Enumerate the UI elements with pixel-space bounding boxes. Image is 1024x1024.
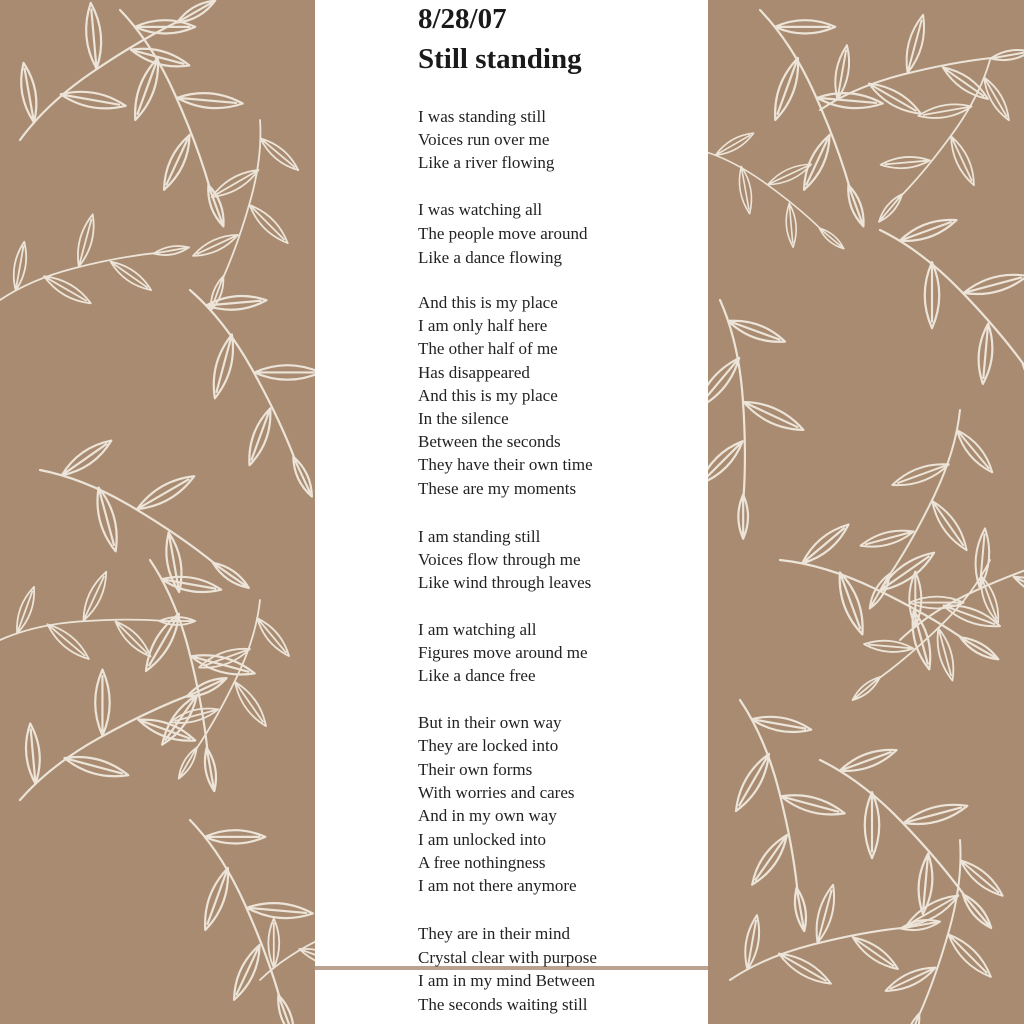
poem-line: The other half of me	[418, 339, 558, 359]
poem-line: The seconds waiting still	[418, 994, 588, 1014]
poem-line: Like a dance free	[418, 666, 536, 685]
poem-line: And this is my place	[418, 385, 558, 405]
leaf-sprig-icon	[852, 37, 1024, 256]
poem-line: I was watching all	[418, 200, 543, 219]
leaf-sprig-icon	[181, 112, 311, 322]
poem-line: I am not there anymore	[418, 876, 577, 896]
poem-line: I am in my mind Between	[418, 971, 596, 991]
poem-line: Like wind through leaves	[418, 573, 592, 592]
poem-line: And in my own way	[418, 806, 557, 826]
poem-line: And this is my place	[418, 293, 558, 312]
poem-line: Has disappeared	[418, 362, 530, 382]
leaf-sprig-icon	[872, 831, 1017, 1024]
poem-line: Crystal clear with purpose	[418, 947, 597, 967]
leaf-sprig-icon	[784, 711, 1024, 957]
leaf-sprig-icon	[98, 538, 292, 804]
poem-line: I was standing still	[418, 107, 546, 126]
leaf-sprig-icon	[712, 0, 935, 246]
poem-line: Figures move around me	[418, 643, 588, 662]
poem-line: I am unlocked into	[418, 829, 546, 849]
poem-line: They are in their mind	[418, 924, 571, 943]
poem-line: I am standing still	[418, 527, 541, 546]
poem-title: Still standing	[418, 43, 582, 75]
poem-line: They have their own time	[418, 455, 593, 475]
poem-line: I am watching all	[418, 620, 537, 639]
poem-line: Like a dance flowing	[418, 248, 562, 267]
leaf-sprig-icon	[0, 610, 248, 845]
leaf-sprig-icon	[844, 181, 1024, 427]
leaf-sprig-icon	[800, 0, 1024, 157]
poem-line: These are my moments	[418, 478, 577, 498]
poem-line: They are locked into	[418, 736, 559, 756]
leaf-sprig-icon	[0, 0, 240, 183]
poem-line: Voices flow through me	[418, 550, 581, 569]
leaf-sprig-icon	[688, 678, 882, 944]
poem-line: Their own forms	[418, 759, 533, 779]
poem-line: But in their own way	[418, 713, 562, 732]
poem-line: I am only half here	[418, 316, 548, 336]
leaf-sprig-icon	[0, 184, 200, 343]
poem-line: In the silence	[418, 409, 509, 428]
leaf-sprig-icon	[17, 412, 285, 622]
poem-line: Like a river flowing	[418, 153, 555, 172]
poem-line: With worries and cares	[418, 782, 575, 802]
leaf-sprig-icon	[680, 110, 875, 272]
poem-line: Between the seconds	[418, 432, 561, 452]
leaf-sprig-icon	[710, 851, 952, 1024]
leaf-sprig-icon	[72, 0, 295, 246]
poem-line: A free nothingness	[418, 852, 546, 872]
poem-line: Voices run over me	[418, 130, 550, 149]
poem-date: 8/28/07	[418, 3, 507, 35]
leaf-sprig-icon	[838, 393, 1015, 635]
poem-line: The people move around	[418, 224, 588, 243]
leaf-sprig-icon	[871, 481, 1024, 684]
